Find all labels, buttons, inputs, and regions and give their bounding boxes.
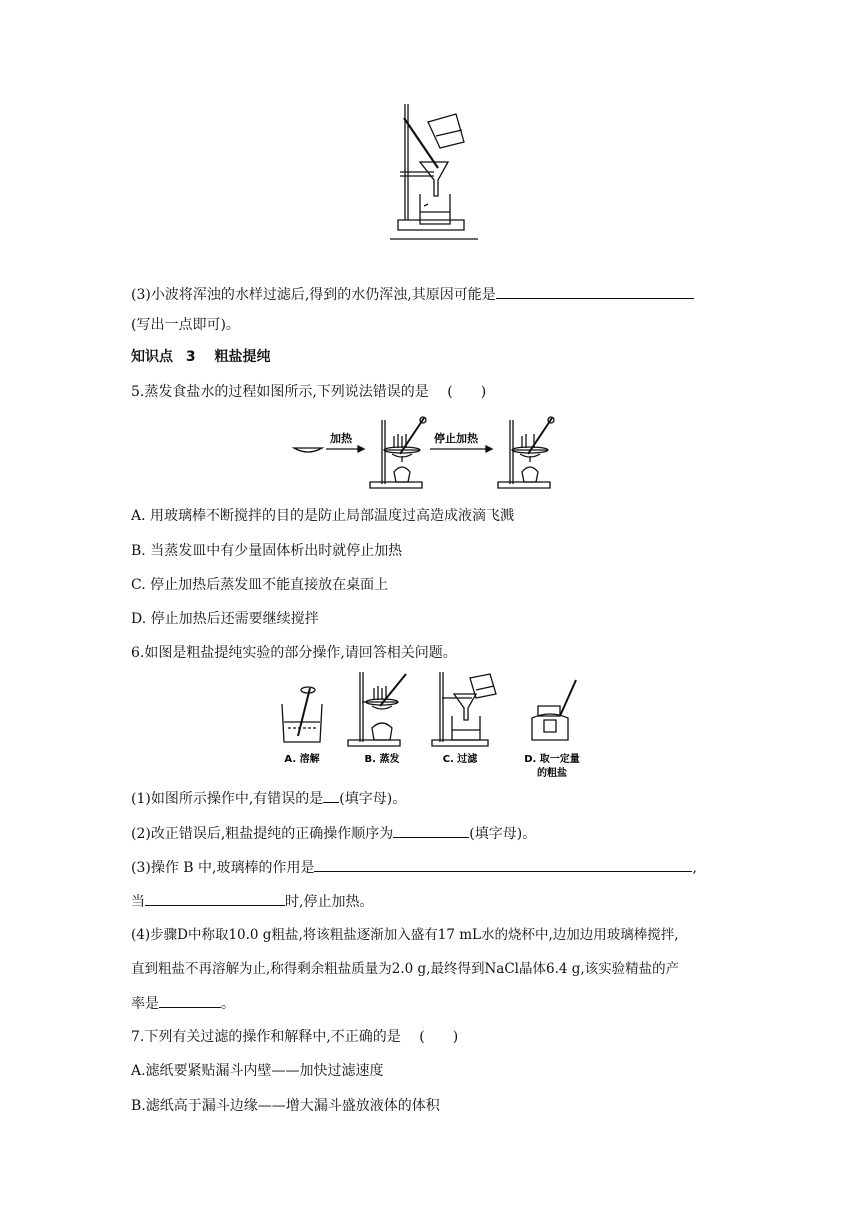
caption-d-line2: 的粗盐 [537, 768, 567, 779]
answer-blank[interactable] [496, 284, 694, 299]
caption-c: C. 过滤 [442, 754, 478, 765]
q6-p4-after: 。 [221, 996, 235, 1012]
caption-d-line1: D. 取一定量 [524, 754, 580, 765]
question-4-part-3 [131, 284, 694, 305]
section-label: 知识点 [131, 349, 173, 365]
q5-option-d[interactable]: D. 停止加热后还需要继续搅拌 [131, 611, 319, 627]
q6-part-3b [131, 891, 373, 912]
q6-part-2 [131, 823, 536, 844]
q5-option-a[interactable]: A. 用玻璃棒不断搅拌的目的是防止局部温度过高造成液滴飞溅 [131, 508, 515, 524]
filtration-apparatus-figure [384, 100, 484, 242]
q7-option-b[interactable]: B.滤纸高于漏斗边缘——增大漏斗盛放液体的体积 [131, 1098, 440, 1114]
arrow-label-stop-heat: 停止加热 [434, 432, 478, 445]
question-5-stem [131, 382, 486, 402]
q6-part-4-line3 [131, 993, 235, 1014]
question-6-stem: 6.如图是粗盐提纯实验的部分操作,请回答相关问题。 [131, 645, 457, 661]
evaporation-process-figure [290, 414, 560, 494]
section-heading [131, 347, 271, 367]
q5-answer-paren[interactable]: ( ) [447, 384, 487, 400]
q5-option-c[interactable]: C. 停止加热后蒸发皿不能直接放在桌面上 [131, 577, 389, 593]
q6-p3b-after: 时,停止加热。 [285, 894, 374, 910]
answer-blank[interactable] [145, 891, 285, 906]
caption-b: B. 蒸发 [364, 754, 400, 765]
q6-part-1 [131, 788, 406, 809]
q5-option-b[interactable]: B. 当蒸发皿中有少量固体析出时就停止加热 [131, 543, 403, 559]
q7-answer-paren[interactable]: ( ) [419, 1029, 459, 1045]
q6-part-4-line1: (4)步骤D中称取10.0 g粗盐,将该粗盐逐渐加入盛有17 mL水的烧杯中,边加边用玻璃棒搅拌, [131, 927, 679, 943]
question-4-part-3-note [131, 315, 240, 335]
salt-purification-operations-figure [276, 670, 596, 782]
q6-p4-before: 率是 [131, 996, 159, 1012]
q7-stem: 7.下列有关过滤的操作和解释中,不正确的是 [131, 1029, 401, 1045]
q6-p2-after: (填字母)。 [469, 826, 537, 842]
q6-p2-before: (2)改正错误后,粗盐提纯的正确操作顺序为 [131, 826, 394, 842]
section-title: 粗盐提纯 [214, 349, 271, 365]
q6-p3-before: (3)操作 B 中,玻璃棒的作用是 [131, 860, 315, 876]
q7-option-a[interactable]: A.滤纸要紧贴漏斗内壁——加快过滤速度 [131, 1063, 384, 1079]
q6-p3-end: , [692, 860, 697, 876]
q6-p3b-before: 当 [131, 894, 145, 910]
q6-p1-before: (1)如图所示操作中,有错误的是 [131, 791, 324, 807]
answer-blank[interactable] [314, 857, 692, 872]
q6-part-3 [131, 857, 697, 878]
question-7-stem [131, 1027, 458, 1047]
section-number: 3 [185, 349, 196, 365]
q5-stem: 5.蒸发食盐水的过程如图所示,下列说法错误的是 [131, 384, 429, 400]
q4-3-text: (3)小波将浑浊的水样过滤后,得到的水仍浑浊,其原因可能是 [131, 287, 496, 303]
answer-blank[interactable] [323, 788, 339, 803]
q6-part-4-line2: 直到粗盐不再溶解为止,称得剩余粗盐质量为2.0 g,最终得到NaCl晶体6.4 g,该实验精盐的产 [131, 961, 680, 977]
caption-a: A. 溶解 [284, 754, 320, 765]
arrow-label-heat: 加热 [330, 432, 352, 445]
answer-blank[interactable] [159, 993, 221, 1008]
answer-blank[interactable] [393, 823, 469, 838]
q6-p1-after: (填字母)。 [339, 791, 407, 807]
q4-3-note: (写出一点即可)。 [131, 317, 240, 333]
